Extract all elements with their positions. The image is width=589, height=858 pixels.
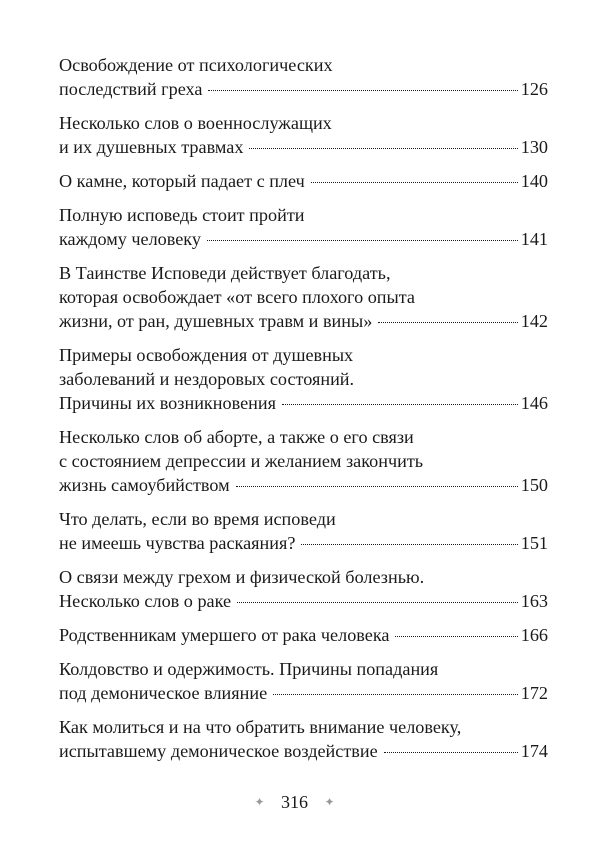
toc-entry-title-line: испытавшему демоническое воздействие <box>59 741 378 761</box>
toc-entry[interactable] <box>59 53 548 101</box>
toc-page-number: 166 <box>520 625 548 645</box>
toc-page-number: 126 <box>520 79 548 99</box>
page-number: 316 <box>281 792 308 812</box>
toc-entry-last-line <box>59 309 548 333</box>
dot-leader <box>237 602 518 603</box>
toc-entry-last-line <box>59 77 548 101</box>
toc-entry-title-line: жизни, от ран, душевных травм и вины» <box>59 311 373 331</box>
toc-entry-last-line <box>59 391 548 415</box>
toc-entry-title-line: каждому человеку <box>59 229 201 249</box>
toc-entry-last-line <box>59 169 548 193</box>
toc-entry-last-line <box>59 531 548 555</box>
toc-entry-title-line: О камне, который падает с плеч <box>59 171 305 191</box>
toc-entry-last-line <box>59 227 548 251</box>
toc-entry[interactable] <box>59 169 548 193</box>
dot-leader <box>236 486 518 487</box>
toc-page-number: 174 <box>520 741 548 761</box>
toc-entry[interactable] <box>59 565 548 613</box>
toc-entry-title-line: последствий греха <box>59 79 203 99</box>
toc-entry[interactable] <box>59 203 548 251</box>
dot-leader <box>384 752 518 753</box>
toc-entry-title-line: Колдовство и одержимость. Причины попадания <box>59 659 439 679</box>
toc-entry-title-line: и их душевных травмах <box>59 137 244 157</box>
toc-entry-title-line: Как молиться и на что обратить внимание человеку, <box>59 717 462 737</box>
toc-entry-title-line: жизнь самоубийством <box>59 475 230 495</box>
toc-entry-last-line <box>59 589 548 613</box>
toc-entry[interactable] <box>59 657 548 705</box>
table-of-contents <box>59 53 548 773</box>
toc-entry-title-line: не имеешь чувства раскаяния? <box>59 533 296 553</box>
toc-page-number: 151 <box>520 533 548 553</box>
page-footer <box>0 791 589 815</box>
dot-leader <box>249 148 517 149</box>
toc-entry[interactable] <box>59 343 548 415</box>
toc-entry-title-line: заболеваний и нездоровых состояний. <box>59 369 355 389</box>
dot-leader <box>282 404 518 405</box>
toc-entry[interactable] <box>59 261 548 333</box>
toc-entry-title-line: которая освобождает «от всего плохого опыта <box>59 287 415 307</box>
toc-entry[interactable] <box>59 425 548 497</box>
toc-page-number: 150 <box>520 475 548 495</box>
toc-entry-title-line: Несколько слов об аборте, а также о его связи <box>59 427 414 447</box>
toc-entry-title-line: Несколько слов о раке <box>59 591 232 611</box>
dot-leader <box>311 182 518 183</box>
toc-page-number: 146 <box>520 393 548 413</box>
toc-page-number: 172 <box>520 683 548 703</box>
toc-entry-title-line: Родственникам умершего от рака человека <box>59 625 390 645</box>
ornament-star-icon: ✦ <box>324 795 335 809</box>
ornament-star-icon: ✦ <box>254 795 265 809</box>
toc-page-number: 130 <box>520 137 548 157</box>
toc-entry[interactable] <box>59 507 548 555</box>
toc-entry-last-line <box>59 681 548 705</box>
toc-entry[interactable] <box>59 715 548 763</box>
dot-leader <box>273 694 518 695</box>
toc-entry-last-line <box>59 739 548 763</box>
toc-page-number: 163 <box>520 591 548 611</box>
dot-leader <box>378 322 517 323</box>
toc-entry-title-line: Несколько слов о военнослужащих <box>59 113 332 133</box>
dot-leader <box>301 544 517 545</box>
toc-entry-title-line: Причины их возникновения <box>59 393 276 413</box>
dot-leader <box>208 90 517 91</box>
toc-entry-title-line: Освобождение от психологических <box>59 55 333 75</box>
toc-entry-title-line: О связи между грехом и физической болезнью. <box>59 567 425 587</box>
toc-entry-last-line <box>59 135 548 159</box>
toc-entry-title-line: Примеры освобождения от душевных <box>59 345 354 365</box>
toc-entry[interactable] <box>59 111 548 159</box>
toc-entry-title-line: Полную исповедь стоит пройти <box>59 205 305 225</box>
toc-entry-last-line <box>59 623 548 647</box>
dot-leader <box>207 240 518 241</box>
dot-leader <box>395 636 517 637</box>
toc-entry-last-line <box>59 473 548 497</box>
toc-entry-title-line: с состоянием депрессии и желанием закончить <box>59 451 424 471</box>
toc-entry-title-line: под демоническое влияние <box>59 683 268 703</box>
toc-entry-title-line: Что делать, если во время исповеди <box>59 509 336 529</box>
toc-page-number: 141 <box>520 229 548 249</box>
toc-page-number: 142 <box>520 311 548 331</box>
toc-page-number: 140 <box>520 171 548 191</box>
toc-entry[interactable] <box>59 623 548 647</box>
toc-entry-title-line: В Таинстве Исповеди действует благодать, <box>59 263 391 283</box>
